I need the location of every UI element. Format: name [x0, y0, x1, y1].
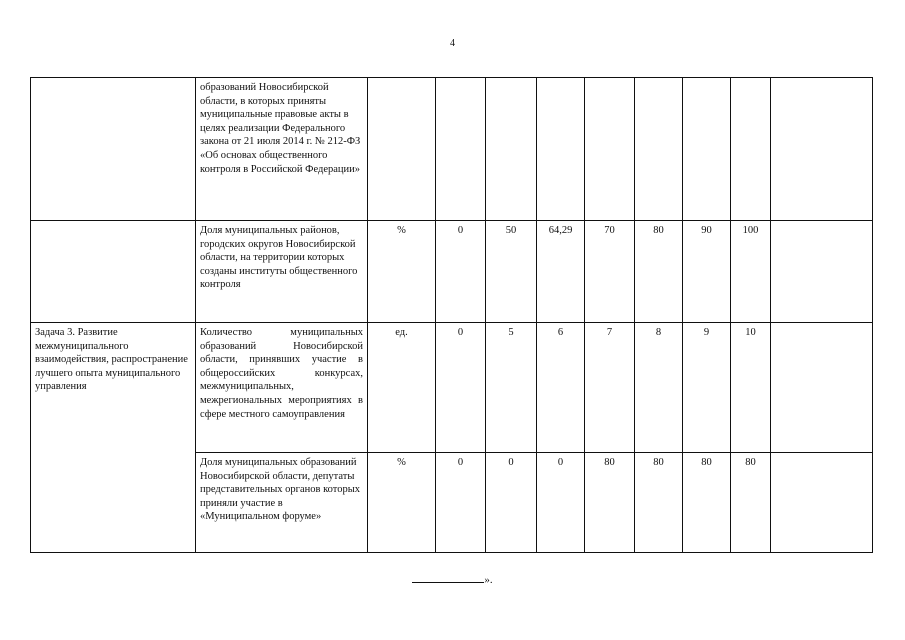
- unit-cell: ед.: [368, 323, 436, 453]
- value-cell: 8: [635, 323, 683, 453]
- value-cell: 50: [486, 221, 537, 323]
- note-cell: [771, 221, 873, 323]
- value-cell: [486, 78, 537, 221]
- page-number: 4: [450, 38, 455, 49]
- value-cell: 64,29: [537, 221, 585, 323]
- task-cell: Задача 3. Развитие межмуниципального взаимодействия, распространение лучшего опыта муниципального управления: [31, 323, 196, 553]
- task-cell: [31, 78, 196, 221]
- value-cell: 5: [486, 323, 537, 453]
- value-cell: 80: [731, 453, 771, 553]
- value-cell: 0: [486, 453, 537, 553]
- value-cell: 100: [731, 221, 771, 323]
- value-cell: 0: [436, 323, 486, 453]
- value-cell: 10: [731, 323, 771, 453]
- value-cell: 70: [585, 221, 635, 323]
- table-row: [31, 323, 873, 453]
- unit-cell: %: [368, 453, 436, 553]
- value-cell: [683, 78, 731, 221]
- value-cell: 90: [683, 221, 731, 323]
- closing-mark: [0, 572, 905, 586]
- value-cell: 80: [585, 453, 635, 553]
- indicators-table: [30, 77, 873, 553]
- value-cell: 80: [635, 453, 683, 553]
- indicator-cell: Доля муниципальных образований Новосибирской области, депутаты представительных органов которых приняли участие в «Муниципальном форуме»: [196, 453, 368, 553]
- indicator-cell: Количество муниципальных образований Новосибирской области, принявших участие в общероссийских конкурсах, межмуниципальных, межрегиональных мероприятиях в сфере местного самоуправления: [196, 323, 368, 453]
- value-cell: 6: [537, 323, 585, 453]
- value-cell: 7: [585, 323, 635, 453]
- unit-cell: [368, 78, 436, 221]
- value-cell: 0: [436, 453, 486, 553]
- value-cell: 80: [683, 453, 731, 553]
- table-row: [31, 78, 873, 221]
- value-cell: 80: [635, 221, 683, 323]
- value-cell: 9: [683, 323, 731, 453]
- indicator-cell: Доля муниципальных районов, городских округов Новосибирской области, на территории которых созданы институты общественного контроля: [196, 221, 368, 323]
- signature-line: [412, 572, 484, 583]
- task-cell: [31, 221, 196, 323]
- value-cell: [635, 78, 683, 221]
- note-cell: [771, 78, 873, 221]
- value-cell: [436, 78, 486, 221]
- note-cell: [771, 453, 873, 553]
- value-cell: 0: [537, 453, 585, 553]
- closing-quote: ».: [484, 574, 493, 586]
- table-row: [31, 221, 873, 323]
- unit-cell: %: [368, 221, 436, 323]
- value-cell: [585, 78, 635, 221]
- indicator-cell: образований Новосибирской области, в которых приняты муниципальные правовые акты в целях реализации Федерального закона от 21 июля 2014 г. № 212-ФЗ «Об основах общественного контроля в Российской Федерации»: [196, 78, 368, 221]
- value-cell: [731, 78, 771, 221]
- note-cell: [771, 323, 873, 453]
- value-cell: [537, 78, 585, 221]
- value-cell: 0: [436, 221, 486, 323]
